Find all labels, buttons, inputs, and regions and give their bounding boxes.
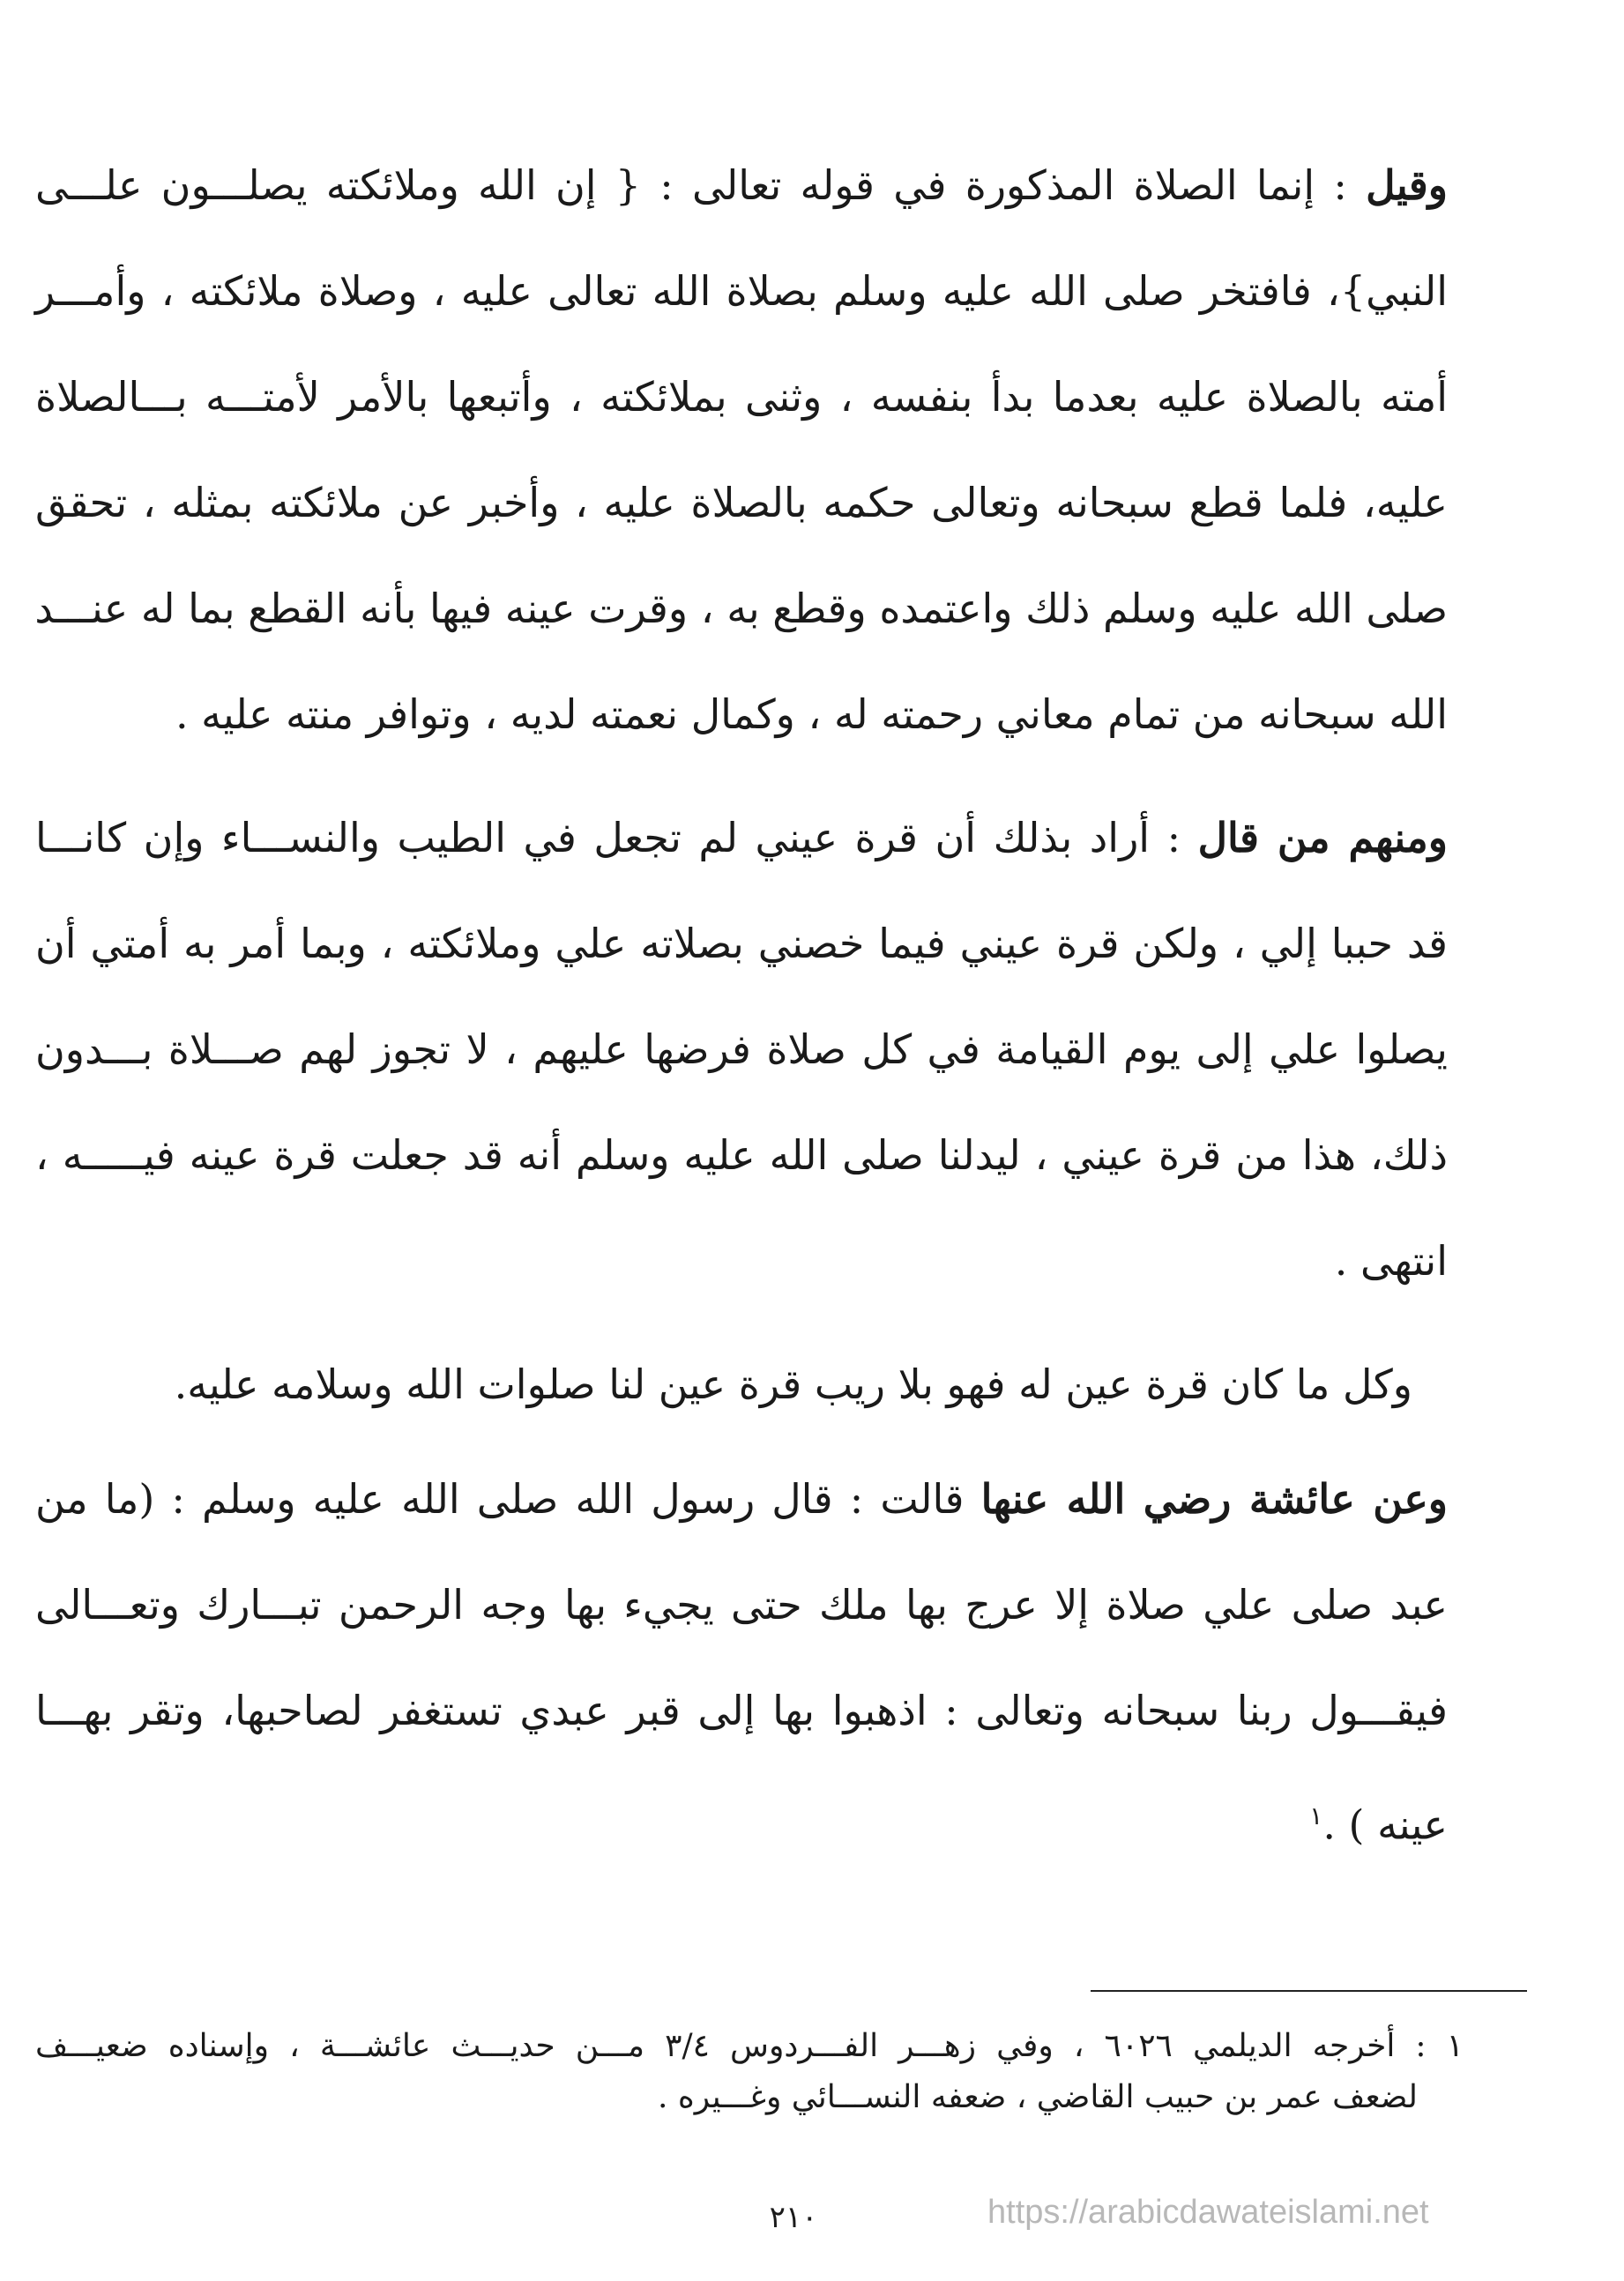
lead-phrase: وعن عائشة رضي الله عنها xyxy=(980,1475,1448,1523)
text-line: قد حببا إلي ، ولكن قرة عيني فيما خصني بصلاته علي وملائكته ، وبما أمر به أمتي أن xyxy=(35,920,1448,967)
text-line: صلى الله عليه وسلم ذلك واعتمده وقطع به ، وقرت عينه فيها بأنه القطع بما له عنـــد xyxy=(34,585,1448,632)
text-line: النبي}، فافتخر صلى الله عليه وسلم بصلاة الله تعالى عليه ، وصلاة ملائكته ، وأمـــر xyxy=(35,267,1448,315)
line-text: عينه ) . xyxy=(1322,1800,1448,1849)
footnote-ref: ١ xyxy=(1309,1801,1323,1830)
text-line xyxy=(35,1763,1448,1877)
line-rest: قالت : قال رسول الله صلى الله عليه وسلم : (ما من xyxy=(35,1475,981,1523)
text-line: الله سبحانه من تمام معاني رحمته له ، وكمال نعمته لديه ، وتوافر منته عليه . xyxy=(175,690,1448,738)
text-line xyxy=(35,785,1448,891)
paragraph-3 xyxy=(35,1331,1448,1437)
text-line: عليه، فلما قطع سبحانه وتعالى حكمه بالصلاة عليه ، وأخبر عن ملائكته بمثله ، تحقق xyxy=(35,479,1448,526)
text-line xyxy=(35,1446,1448,1552)
text-line xyxy=(35,132,1448,238)
page-number: ٢١٠ xyxy=(769,2200,818,2235)
footnote-divider xyxy=(1091,1990,1527,1992)
line-rest: : أراد بذلك أن قرة عيني لم تجعل في الطيب والنســـاء وإن كانـــا xyxy=(35,814,1198,861)
text-line: وكل ما كان قرة عين له فهو بلا ريب قرة عين لنا صلوات الله وسلامه عليه. xyxy=(174,1360,1412,1408)
text-line: فيقـــول ربنا سبحانه وتعالى : اذهبوا بها إلى قبر عبدي تستغفر لصاحبها، وتقر بهـــا xyxy=(35,1687,1448,1734)
text-line: عبد صلى علي صلاة إلا عرج بها ملك حتى يجيء بها وجه الرحمن تبـــارك وتعـــالى xyxy=(35,1581,1448,1629)
footnote-line: لضعف عمر بن حبيب القاضي ، ضعفه النســـائي وغـــيره . xyxy=(658,2079,1418,2115)
paragraph-4 xyxy=(35,1446,1448,1877)
text-line: انتهى . xyxy=(1334,1237,1448,1285)
text-line: أمته بالصلاة عليه بعدما بدأ بنفسه ، وثنى بملائكته ، وأتبعها بالأمر لأمتـــه بـــالصلاة xyxy=(35,373,1448,421)
lead-phrase: وقيل xyxy=(1366,161,1448,209)
paragraph-2 xyxy=(35,785,1448,1314)
footnote xyxy=(35,2021,1464,2123)
lead-phrase: ومنهم من قال xyxy=(1197,814,1448,861)
footnote-line: ١ : أخرجه الديلمي ٦٠٢٦ ، وفي زهـــر الفـــردوس ٣/٤ مـــن حديـــث عائشـــة ، وإسناده ضعيـــف xyxy=(35,2028,1464,2064)
text-line: ذلك، هذا من قرة عيني ، ليدلنا صلى الله عليه وسلم أنه قد جعلت قرة عينه فيـــــه ، xyxy=(35,1131,1448,1179)
text-line: يصلوا علي إلى يوم القيامة في كل صلاة فرضها عليهم ، لا تجوز لهم صـــلاة بـــدون xyxy=(35,1025,1448,1073)
line-rest: : إنما الصلاة المذكورة في قوله تعالى : { إن الله وملائكته يصلـــون علـــى xyxy=(35,161,1367,209)
watermark-url: https://arabicdawateislami.net xyxy=(987,2194,1429,2231)
paragraph-1 xyxy=(35,132,1448,767)
